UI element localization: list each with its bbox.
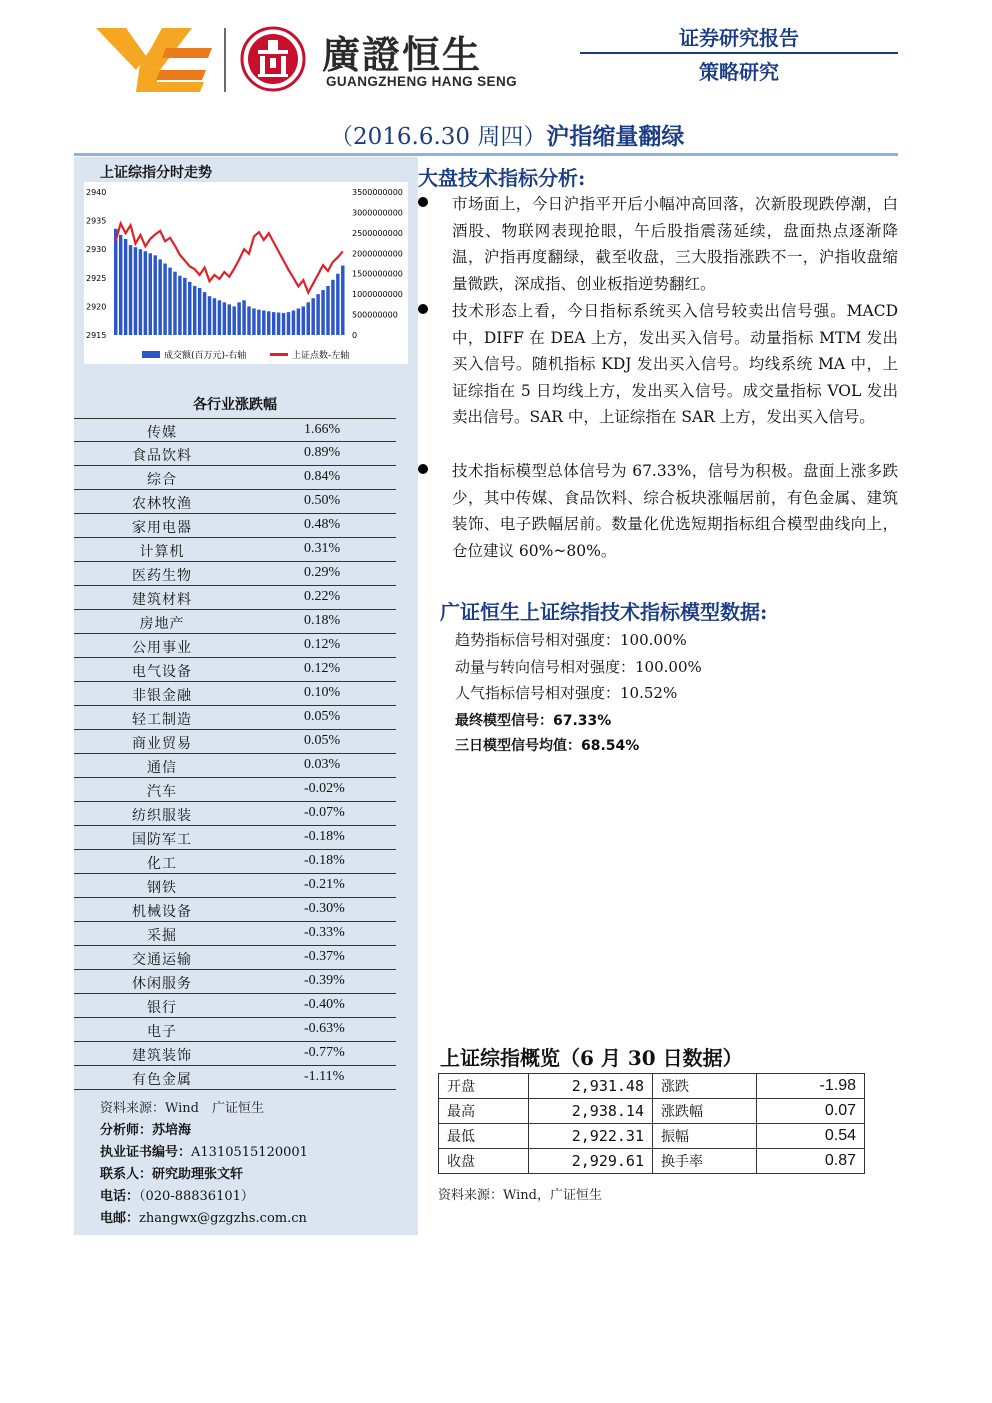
industry-change: -0.18% [304, 829, 345, 844]
industry-name: 银行 [147, 1000, 177, 1016]
report-category: 策略研究 [699, 60, 779, 84]
volume-bar [297, 308, 300, 335]
right-axis-tick-label: 3500000000 [352, 188, 403, 197]
analysis-paragraph-technical: 技术形态上看，今日指标系统买入信号较卖出信号强。MACD 中，DIFF 在 DEA 上方，发出买入信号。动量指标 MTM 发出买入信号。随机指标 KDJ 发出买入信号。均线系统 MA 中，上证综指在 5 日均线上方，发出买入信号。成交量指标 VOL 发出卖出信号。SAR 中，上证综指在 SAR 上方，发出买入信号。 [452, 302, 898, 426]
contact-name: 研究助理张文轩 [152, 1167, 244, 1182]
report-type: 证券研究报告 [679, 26, 799, 50]
table-row [74, 610, 396, 634]
bullet-icon [418, 197, 428, 207]
table-row [74, 418, 396, 442]
analyst-line [100, 1119, 191, 1138]
title-rule [74, 153, 898, 156]
title-date: （2016.6.30 周四） [330, 124, 547, 150]
overview-label: 换手率 [653, 1149, 757, 1174]
table-row [74, 562, 396, 586]
table-row [74, 658, 396, 682]
email-label: 电邮： [100, 1211, 140, 1226]
industry-change: -0.30% [304, 901, 345, 916]
logo-divider [224, 28, 226, 92]
left-axis-tick-label: 2935 [86, 216, 107, 226]
industry-name: 公用事业 [132, 640, 192, 656]
industry-name: 通信 [147, 760, 177, 776]
industry-name: 计算机 [139, 544, 185, 560]
overview-heading: 上证综指概览（6 月 30 日数据） [440, 1046, 743, 1070]
volume-bar [287, 312, 290, 335]
industry-change: 0.48% [304, 517, 341, 532]
table-row [74, 874, 396, 898]
phone-label: 电话： [100, 1189, 140, 1204]
seal-logo-icon [240, 26, 306, 92]
right-axis-tick-label: 2500000000 [352, 228, 403, 238]
sentiment-strength: 人气指标信号相对强度：10.52% [455, 684, 678, 702]
right-axis-tick-label: 3000000000 [352, 208, 403, 218]
industry-change: 0.84% [304, 469, 341, 484]
industry-name: 国防军工 [132, 832, 192, 848]
volume-bar [282, 313, 285, 335]
brand-name-en: GUANGZHENG HANG SENG [326, 74, 518, 89]
industry-change: -0.07% [304, 805, 345, 820]
industry-change: 0.03% [304, 757, 341, 772]
industry-change: -0.02% [304, 781, 345, 796]
volume-bar [242, 300, 245, 335]
momentum-strength: 动量与转向信号相对强度：100.00% [455, 658, 702, 676]
overview-value: 0.87 [757, 1149, 865, 1174]
legend-volume-swatch [142, 351, 160, 358]
industry-name: 电子 [147, 1024, 177, 1040]
industry-name: 传媒 [147, 425, 177, 441]
table-row [74, 778, 396, 802]
overview-value: -1.98 [757, 1074, 865, 1099]
volume-bar [336, 274, 339, 335]
volume-bar [163, 264, 166, 336]
table-row [74, 490, 396, 514]
volume-bar [149, 253, 152, 335]
volume-bar [257, 310, 260, 335]
volume-bar [203, 292, 206, 335]
industry-change: 0.05% [304, 709, 341, 724]
left-axis-tick-label: 2930 [86, 245, 107, 255]
intraday-chart [84, 182, 408, 364]
volume-bar [129, 245, 132, 335]
industry-source: 资料来源：Wind 广证恒生 [100, 1101, 264, 1116]
overview-value: 2,938.14 [529, 1099, 653, 1124]
volume-bar [228, 304, 231, 335]
volume-bar [153, 255, 156, 335]
right-axis-tick-label: 2000000000 [352, 249, 403, 259]
industry-name: 交通运输 [132, 952, 192, 968]
industry-name: 建筑装饰 [132, 1048, 192, 1064]
analysis-paragraph-model: 技术指标模型总体信号为 67.33%，信号为积极。盘面上涨多跌少，其中传媒、食品饮料、综合板块涨幅居前，有色金属、建筑装饰、电子跌幅居前。数量化优选短期指标组合模型曲线向上，仓位建议 60%~80%。 [452, 462, 898, 560]
left-axis-tick-label: 2940 [86, 188, 107, 197]
industry-change: 0.10% [304, 685, 341, 700]
analysis-heading: 大盘技术指标分析: [418, 166, 586, 190]
table-row [74, 922, 396, 946]
industry-change: 0.12% [304, 637, 341, 652]
volume-bar [331, 280, 334, 335]
volume-bar [223, 302, 226, 335]
page-title [330, 118, 684, 151]
analyst-name: 苏培海 [152, 1123, 192, 1138]
table-row [74, 466, 396, 490]
industry-change: -0.39% [304, 973, 345, 988]
industry-change: 0.05% [304, 733, 341, 748]
overview-source: 资料来源：Wind，广证恒生 [438, 1188, 602, 1203]
volume-bar [252, 308, 255, 335]
volume-bar [173, 272, 176, 335]
volume-bar [232, 306, 235, 335]
table-row [74, 898, 396, 922]
title-headline: 沪指缩量翻绿 [546, 123, 685, 150]
volume-bar [139, 249, 142, 335]
overview-label: 收盘 [439, 1149, 529, 1174]
table-row [74, 754, 396, 778]
volume-bar [302, 306, 305, 335]
volume-bar [272, 312, 275, 335]
volume-bar [311, 298, 314, 335]
contact-label: 联系人： [100, 1167, 153, 1182]
table-row [74, 442, 396, 466]
volume-bar [321, 290, 324, 335]
cert-number: A1310515120001 [191, 1145, 308, 1160]
industry-name: 非银金融 [132, 688, 192, 704]
phone-line [100, 1185, 254, 1204]
left-axis-tick-label: 2925 [86, 273, 107, 283]
legend-price-swatch [270, 353, 288, 356]
volume-bar [326, 286, 329, 335]
overview-value: 2,929.61 [529, 1149, 653, 1174]
industry-change: 0.50% [304, 493, 341, 508]
volume-bar [198, 288, 201, 335]
industry-change: -1.11% [304, 1069, 345, 1084]
right-axis-tick-label: 0 [352, 331, 358, 340]
volume-bar [158, 259, 161, 335]
volume-bar [213, 298, 216, 335]
table-row [74, 1042, 396, 1066]
volume-bar [119, 235, 122, 335]
industry-change: 1.66% [304, 422, 341, 437]
trend-strength: 趋势指标信号相对强度：100.00% [455, 631, 687, 649]
header-rule [580, 52, 898, 54]
volume-bar [114, 229, 117, 335]
overview-value: 0.07 [757, 1099, 865, 1124]
table-row [439, 1074, 865, 1099]
industry-change: -0.21% [304, 877, 345, 892]
industry-change: 0.18% [304, 613, 341, 628]
overview-label: 最低 [439, 1124, 529, 1149]
table-row [74, 730, 396, 754]
table-row [74, 586, 396, 610]
industry-change: 0.29% [304, 565, 341, 580]
volume-bar [247, 306, 250, 335]
industry-change: -0.40% [304, 997, 345, 1012]
right-axis-tick-label: 500000000 [352, 310, 398, 320]
overview-value: 0.54 [757, 1124, 865, 1149]
overview-label: 振幅 [653, 1124, 757, 1149]
volume-bar [168, 268, 171, 335]
analysis-paragraph-market: 市场面上，今日沪指平开后小幅冲高回落，次新股现跌停潮，白酒股、物联网表现抢眼，午后股指震荡延续，盘面热点逐渐降温，沪指再度翻绿，截至收盘，三大股指涨跌不一，沪指收盘缩量微跌，深成指、创业板指逆势翻红。 [452, 195, 898, 293]
legend-price-label: 上证点数-左轴 [292, 351, 350, 361]
email-address[interactable]: zhangwx@gzgzhs.com.cn [139, 1211, 307, 1226]
table-row [74, 634, 396, 658]
ye-logo-icon [96, 26, 214, 92]
industry-name: 家用电器 [132, 520, 192, 536]
overview-table [438, 1073, 865, 1174]
volume-bar [316, 294, 319, 335]
overview-label: 开盘 [439, 1074, 529, 1099]
industry-name: 建筑材料 [132, 592, 192, 608]
industry-name: 纺织服装 [132, 808, 192, 824]
table-row [74, 514, 396, 538]
volume-bar [341, 266, 344, 335]
overview-value: 2,931.48 [529, 1074, 653, 1099]
overview-label: 涨跌 [653, 1074, 757, 1099]
industry-table-title: 各行业涨跌幅 [193, 397, 277, 413]
industry-change: 0.22% [304, 589, 341, 604]
right-axis-tick-label: 1000000000 [352, 290, 403, 300]
contact-line [100, 1163, 243, 1182]
industry-name: 轻工制造 [132, 712, 192, 728]
phone-number: （020-88836101） [139, 1189, 254, 1204]
table-row [74, 538, 396, 562]
industry-name: 电气设备 [132, 664, 192, 680]
industry-change: -0.33% [304, 925, 345, 940]
industry-name: 综合 [147, 472, 177, 488]
volume-bar [218, 300, 221, 335]
volume-bar [193, 286, 196, 335]
volume-bar [262, 310, 265, 335]
table-row [74, 946, 396, 970]
volume-bar [144, 251, 147, 335]
final-signal: 最终模型信号：67.33% [455, 713, 612, 729]
industry-change: -0.63% [304, 1021, 345, 1036]
table-row [74, 850, 396, 874]
industry-change: 0.31% [304, 541, 341, 556]
volume-bar [208, 296, 211, 335]
left-axis-tick-label: 2920 [86, 302, 107, 312]
table-row [74, 1018, 396, 1042]
industry-name: 医药生物 [132, 568, 192, 584]
chart-title: 上证综指分时走势 [100, 165, 212, 181]
right-axis-tick-label: 1500000000 [352, 269, 403, 279]
bullet-icon [418, 464, 428, 474]
analyst-label: 分析师： [100, 1123, 153, 1138]
volume-bar [307, 302, 310, 335]
table-row [74, 994, 396, 1018]
volume-bar [277, 313, 280, 335]
left-axis-tick-label: 2915 [86, 331, 107, 340]
model-heading: 广证恒生上证综指技术指标模型数据: [440, 600, 768, 624]
brand-name-cn: 廣證恒生 [322, 33, 483, 77]
industry-change: -0.37% [304, 949, 345, 964]
industry-name: 食品饮料 [132, 448, 192, 464]
industry-change: -0.18% [304, 853, 345, 868]
table-row [74, 826, 396, 850]
volume-bar [178, 276, 181, 335]
table-row [439, 1099, 865, 1124]
industry-name: 农林牧渔 [132, 496, 192, 512]
industry-table [74, 418, 396, 1090]
table-row [74, 706, 396, 730]
overview-value: 2,922.31 [529, 1124, 653, 1149]
table-row [74, 802, 396, 826]
overview-label: 涨跌幅 [653, 1099, 757, 1124]
table-row [439, 1124, 865, 1149]
industry-name: 汽车 [147, 784, 177, 800]
volume-bar [237, 302, 240, 335]
email-line [100, 1207, 307, 1226]
cert-label: 执业证书编号： [100, 1145, 192, 1160]
table-row [439, 1149, 865, 1174]
three-day-average: 三日模型信号均值：68.54% [455, 738, 640, 754]
industry-name: 采掘 [147, 928, 177, 944]
volume-bar [292, 310, 295, 335]
cert-line [100, 1141, 308, 1160]
table-row [74, 970, 396, 994]
table-row [74, 682, 396, 706]
industry-change: 0.12% [304, 661, 341, 676]
chart-canvas [84, 182, 408, 364]
industry-name: 机械设备 [132, 904, 192, 920]
bullet-icon [418, 304, 428, 314]
volume-bar [267, 311, 270, 335]
volume-bar [134, 247, 137, 335]
volume-bar [183, 278, 186, 335]
industry-name: 房地产 [139, 616, 185, 632]
overview-label: 最高 [439, 1099, 529, 1124]
industry-name: 化工 [147, 856, 177, 872]
volume-bar [124, 239, 127, 335]
industry-change: -0.77% [304, 1045, 345, 1060]
industry-change: 0.89% [304, 445, 341, 460]
volume-bar [188, 282, 191, 335]
industry-name: 钢铁 [147, 880, 177, 896]
legend-volume-label: 成交额(百万元)-右轴 [164, 351, 247, 361]
industry-name: 休闲服务 [132, 976, 192, 992]
industry-name: 商业贸易 [132, 736, 192, 752]
table-row [74, 1066, 396, 1090]
industry-name: 有色金属 [132, 1072, 192, 1088]
